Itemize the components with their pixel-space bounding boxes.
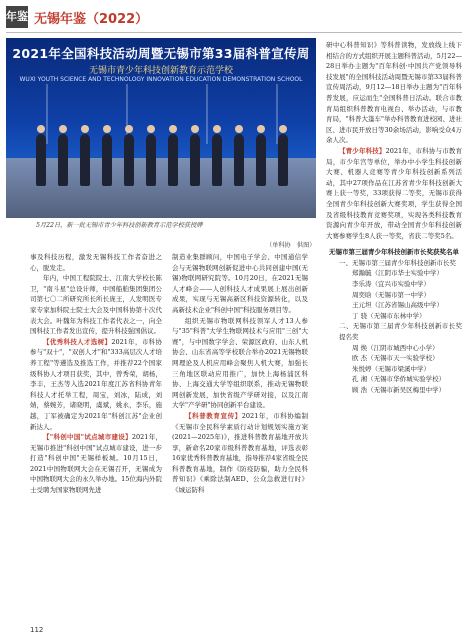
section-text: 2021年，市科协参与"双十"，"双创人才"和"333高层次人才培养工程"等遴选及推选工作，并推荐22个国家级科协人才项目获奖，其中，曾秀荣，胡杨，李丰，王杰等入选2021年度江苏省科协青年科技人才托举工程，周宝，刘冰，陆成，刘婧，蔡婉芳，诸晓明，虞斌，姚永，李乐，施越，丁军被确定为2021年"科创江苏"企业创新达人。	[30, 337, 163, 431]
person-figure	[36, 134, 46, 186]
person-figure	[212, 134, 222, 186]
award-winner: 李乐涛（宜兴市实验中学）	[352, 280, 430, 289]
stage-light	[206, 84, 208, 144]
section-paragraph	[30, 432, 162, 496]
text-column-1	[30, 252, 162, 496]
person-figure	[168, 134, 178, 186]
award-nominee: 欧 杰（无锡市天一实验学校）	[352, 354, 439, 363]
paragraph: 研中心科普知识》等科普读物，发放线上线下相结合的方式组织开展主题科普活动，5月22—28日举办主题为"百年科创·中国共产党领导科技发展"的全国科技活动周暨无锡市第33届科普宣传周活动，9月12—18日举办主题为"百年科普发展，应运而生"全国科普日活动。联合市教育局组织科普教育电视台、举办活动，与市教育局，"科普大篷车"举办科普教育进校园、进社区、进市民开放日等30余场活动，影响受众4万余人次。	[326, 41, 462, 145]
award-category: 二、无锡市第三届青少年科技创新市长奖提名奖	[339, 322, 462, 342]
stage-light	[276, 84, 278, 144]
section-text: 2021年，市科协编制《无锡市全民科学素质行动计划规划实施方案(2021—2025年)》，推进科普教育基地开放共享，新命名20家市级科普教育基地，评选表彰16家优秀科普教育基地，指导推荐4家省级全民科普教育基地，制作《防疫防骗，助力全民科普知识》《乘除法制AED、公众急救进行时》《城运防科	[172, 411, 309, 495]
award-winner: 丁 骁（无锡市东林中学）	[352, 311, 426, 320]
page-header	[0, 0, 468, 40]
award-nominee: 朱悦婷（无锡市梁溪中学）	[352, 364, 430, 373]
person-figure	[278, 134, 288, 186]
person-figure	[58, 134, 68, 186]
award-winner: 王元坦（江苏省锡山高级中学）	[352, 301, 443, 310]
section-paragraph	[326, 146, 462, 241]
person-figure	[190, 134, 200, 186]
photo-subtitle-english: WUXI YOUTH SCIENCE AND TECHNOLOGY INNOVATION EDUCATION DEMONSTRATION SCHOOL	[19, 76, 303, 83]
award-nominee: 顾 浩（无锡市新吴区梅里中学）	[352, 386, 446, 394]
section-text: 2021年，无锡市推进"科创中国"试点城市建设，进一步打造"科创中国"无锡样板城。10月15日，2021中国物联网大会在无锡召开，无锡成为中国物联网大会的永久举办地。15位海内外院士受聘为国家物联网先进	[30, 433, 163, 495]
award-category: 一、无锡市第三届青少年科技创新市长奖	[339, 258, 456, 267]
award-nominee: 孔 湘（无锡市华侨城实验学校）	[352, 375, 446, 384]
page-number: 112	[30, 626, 44, 634]
person-figure	[256, 134, 266, 186]
header-divider	[6, 32, 462, 33]
photo-caption: 5月22日，新一批无锡市青少年科技创新教育示范学校获授牌	[36, 222, 203, 229]
stage-light	[46, 84, 48, 144]
section-paragraph	[30, 337, 162, 432]
photo-subtitle: 无锡市青少年科技创新教育示范学校	[88, 66, 233, 76]
text-column-3	[326, 40, 462, 396]
stage-floor	[6, 158, 316, 218]
award-winner: 郑瀚毓（江阴市华士实验中学）	[352, 269, 443, 278]
section-title: 【科普教育宣传】	[185, 411, 242, 420]
section-text: 2021年，市科协与市教育局，市少年宫等单位，举办中小学生科技创新大赛、机器人竞赛等青少年科技创新系列活动，其中27项作品在江苏省青少年科技创新大赛上获一等奖，33项获得二等奖，无锡市获得全国青少年科技创新大赛奖项，学生获得全国及省级科技教育竞赛奖项，实现各类科技教育资源向青少年开放，带动全国青少年科技创新大赛参赛学生8人获一等奖，省获二等奖5名。	[326, 146, 462, 240]
yearbook-logo: 年鉴	[6, 6, 28, 28]
photo-credit: （单科协 供图）	[266, 242, 316, 249]
section-title: 【"科创中国"试点城市建设】	[43, 433, 132, 442]
paragraph: 年内，中国工程院院士、江南大学校长陈卫，"南斗星"总设计师，中国船舶集团集团公司第七〇二所研究所长所长庞王，人发明医专家专家加科院士院士大会及中国科协第十次代表大会。叶魏年为科技工作者代表之一，向全国科技工作者发出宣传，提升科技强国倡议。	[30, 274, 162, 336]
person-figure	[102, 134, 112, 186]
event-photo	[6, 38, 316, 218]
person-figure	[124, 134, 134, 186]
award-nominee: 周 焕（江阴市城西中心小学）	[352, 343, 439, 352]
person-figure	[234, 134, 244, 186]
photo-banner-text: 2021年全国科技活动周暨无锡市第33届科普宣传周	[12, 46, 310, 61]
section-paragraph	[172, 411, 308, 496]
person-figure	[146, 134, 156, 186]
paragraph: 事及科技历程，激发无锡科技工作者奋进之心，脱发走。	[30, 253, 162, 272]
section-title: 【青少年科技】	[339, 146, 386, 155]
paragraph: 组织无锡市物联网科技领军人才13人参与"35"科普"大学生物联网技术与应用"三创"大赛"，与中国数字学会、荣源区政府、山东人机协会、山东省高等学校联合举办2021无锡物联网理论及人机应用峰会聚焦人机大赛，加强长三角地区联动应用推广，加快上海杨浦区科协、上海交通大学等组织联系，推动无锡物联网创新发展，加快省级产学研对接，以及江南大学"产学研"协同创新平台建设。	[172, 316, 308, 410]
award-winner: 周奕晗（无锡市第一中学）	[352, 290, 430, 299]
paragraph: 制造业集群顾问，中国电子学会、中国通信学会与无锡物联网创新促进中心共同创建中国(无锡)物联网研究院等。10月20日，在2021无锡人才峰会——人创科技人才成果展上展出创新成果，实现与无锡高新区科技资源转化，以及高新技术企业"科创中国"科技服务项目等。	[172, 253, 308, 314]
award-list-heading: 无锡市第三届青少年科技创新市长奖获奖名单	[329, 248, 459, 257]
book-title: 无锡年鉴（2022）	[34, 12, 149, 27]
section-title: 【优秀科技人才选树】	[43, 337, 112, 346]
text-column-2	[172, 252, 308, 496]
person-figure	[80, 134, 90, 186]
